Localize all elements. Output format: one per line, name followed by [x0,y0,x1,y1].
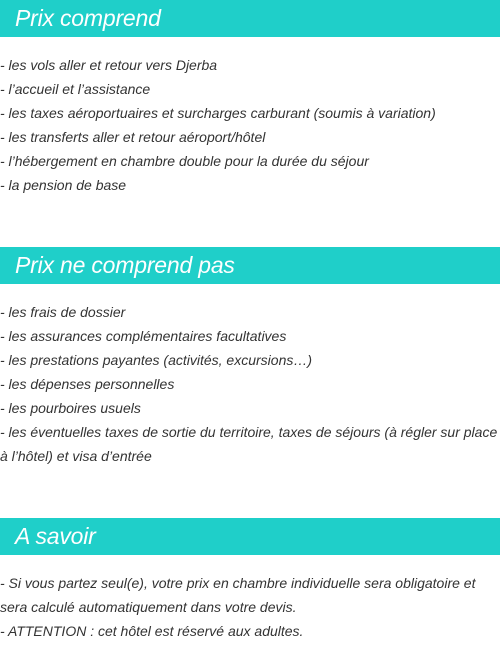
list-item: - les dépenses personnelles [0,376,175,392]
list-item: - Si vous partez seul(e), votre prix en chambre individuelle sera obligatoire et sera calculé automatiquement dans votre devis. [0,575,476,615]
section-title: Prix ne comprend pas [15,252,235,278]
not-included-list [0,300,500,468]
list-item: - les assurances complémentaires facultatives [0,328,287,344]
section-header-a-savoir [0,518,500,555]
list-item: - les prestations payantes (activités, excursions…) [0,352,313,368]
section-header-prix-ne-comprend-pas [0,247,500,284]
list-item: - la pension de base [0,177,127,193]
list-item: - l’hébergement en chambre double pour la durée du séjour [0,153,369,169]
list-item: - l’accueil et l’assistance [0,81,151,97]
list-item: - les vols aller et retour vers Djerba [0,57,218,73]
list-item: - les frais de dossier [0,304,126,320]
section-header-prix-comprend [0,0,500,37]
included-list [0,53,500,197]
list-item: - ATTENTION : cet hôtel est réservé aux adultes. [0,623,304,639]
list-item: - les pourboires usuels [0,400,141,416]
section-title: A savoir [15,523,96,549]
section-title: Prix comprend [15,5,161,31]
list-item: - les taxes aéroportuaires et surcharges carburant (soumis à variation) [0,105,436,121]
notes-list [0,571,500,643]
list-item: - les transferts aller et retour aéroport/hôtel [0,129,266,145]
list-item: - les éventuelles taxes de sortie du territoire, taxes de séjours (à régler sur place à l’hôtel) et visa d’entrée [0,424,498,464]
